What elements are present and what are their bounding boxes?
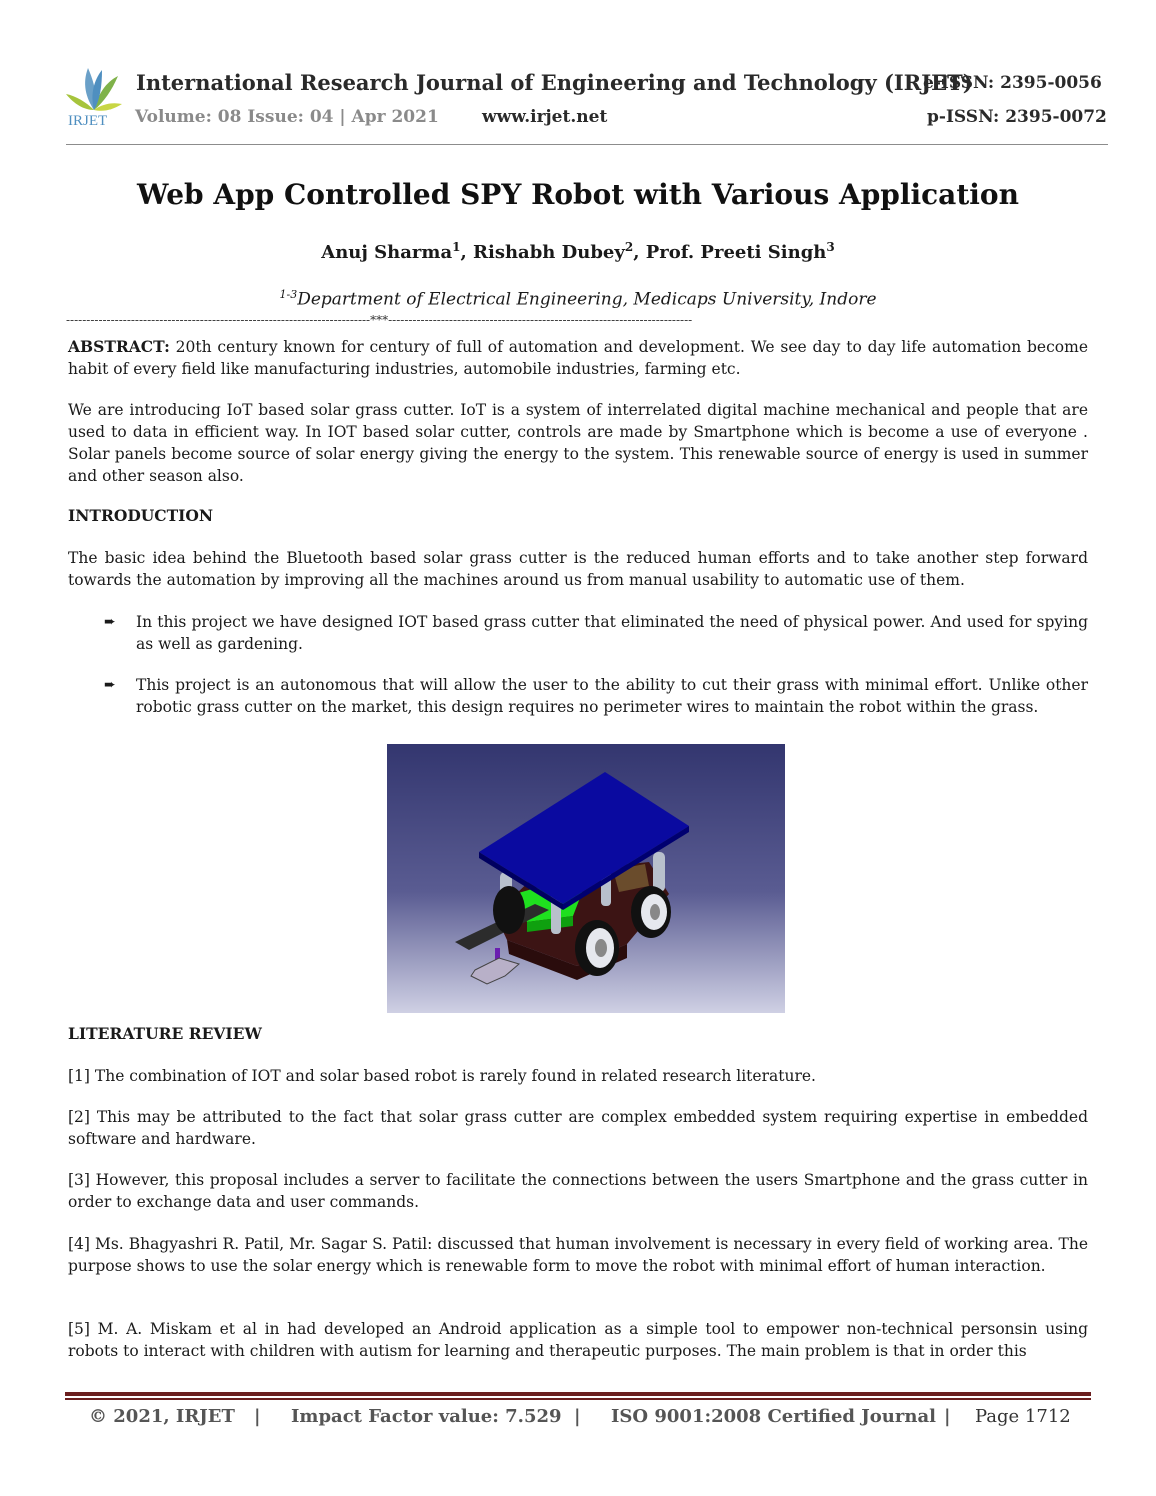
- affiliation-text: Department of Electrical Engineering, Medicaps University, Indore: [297, 289, 877, 310]
- author-sup: 2: [624, 240, 634, 254]
- author-name: Rishabh Dubey: [473, 242, 625, 263]
- literature-item: [2] This may be attributed to the fact that solar grass cutter are complex embedded system requiring expertise in embedded software and hardware.: [68, 1108, 1088, 1148]
- literature-heading: LITERATURE REVIEW: [68, 1024, 262, 1043]
- literature-item: [3] However, this proposal includes a server to facilitate the connections between the users Smartphone and the grass cutter in order to exchange data and user commands.: [68, 1171, 1088, 1211]
- header-divider: [66, 144, 1108, 145]
- leaf-icon: [66, 68, 122, 111]
- affiliation: [0, 288, 1156, 310]
- affiliation-sup: 1-3: [279, 288, 298, 301]
- introduction-text: The basic idea behind the Bluetooth based solar grass cutter is the reduced human efforts and to take another step forward towards the automation by improving all the machines around us from manual usability to automatic use of them.: [68, 549, 1088, 589]
- bullet-arrow-icon: ➨: [104, 677, 116, 693]
- footer-separator: |: [944, 1406, 951, 1427]
- p-issn: p-ISSN: 2395-0072: [927, 107, 1107, 127]
- paper-title: Web App Controlled SPY Robot with Various Application: [137, 178, 1019, 211]
- logo-text: IRJET: [68, 113, 108, 128]
- footer-rule: [65, 1392, 1091, 1396]
- journal-website[interactable]: www.irjet.net: [482, 107, 608, 127]
- abstract-text: 20th century known for century of full of automation and development. We see day to day life automation become habit of every field like manufacturing industries, automobile industries, farming etc.: [68, 338, 1088, 378]
- wheel: [575, 920, 619, 976]
- section-separator: ---------------------------------------------------------------------------***---------------------------------------------------------------------------: [66, 313, 693, 327]
- wheel: [631, 886, 671, 938]
- literature-item: [5] M. A. Miskam et al in had developed an Android application as a simple tool to empower non-technical personsin using robots to interact with children with autism for learning and therapeutic purposes. The main problem is that in order this: [68, 1320, 1088, 1360]
- irjet-logo: [64, 64, 124, 128]
- footer-copyright: © 2021, IRJET: [89, 1406, 235, 1427]
- footer-iso: ISO 9001:2008 Certified Journal: [611, 1406, 936, 1427]
- introduction-heading: INTRODUCTION: [68, 506, 214, 525]
- author-sup: 3: [826, 240, 835, 254]
- list-item: This project is an autonomous that will allow the user to the ability to cut their grass with minimal effort. Unlike other robotic grass cutter on the market, this design requires no perimeter wires to maintain the robot within the grass.: [136, 676, 1088, 716]
- list-item: In this project we have designed IOT based grass cutter that eliminated the need of physical power. And used for spying as well as gardening.: [136, 613, 1088, 653]
- author-name: Prof. Preeti Singh: [645, 242, 827, 263]
- bullet-arrow-icon: ➨: [104, 614, 116, 630]
- footer-page-number: Page 1712: [975, 1406, 1071, 1427]
- footer-rule-thin: [65, 1398, 1091, 1400]
- footer-separator: |: [254, 1406, 261, 1427]
- robot-figure: [387, 744, 785, 1013]
- abstract-paragraph-2: We are introducing IoT based solar grass cutter. IoT is a system of interrelated digital machine mechanical and people that are used to data in efficient way. In IOT based solar cutter, controls are made by Smartphone which is become a use of everyone . Solar panels become source of solar energy giving the energy to the system. This renewable source of energy is used in summer and other season also.: [68, 401, 1088, 485]
- author-name: Anuj Sharma: [321, 242, 453, 263]
- author-sup: 1: [452, 240, 461, 254]
- volume-issue: Volume: 08 Issue: 04 | Apr 2021: [135, 107, 439, 127]
- abstract-label: ABSTRACT:: [68, 337, 170, 356]
- literature-item: [4] Ms. Bhagyashri R. Patil, Mr. Sagar S. Patil: discussed that human involvement is necessary in every field of working area. The purpose shows to use the solar energy which is renewable form to move the robot with minimal effort of human interaction.: [68, 1235, 1088, 1275]
- e-issn: e-ISSN: 2395-0056: [923, 73, 1102, 93]
- footer-separator: |: [574, 1406, 581, 1427]
- abstract-paragraph: [68, 336, 1088, 380]
- author-list: Anuj Sharma$^1$, Rishabh Dubey$^2$, Prof. Preeti Singh$^3$: [321, 240, 835, 263]
- wheel: [493, 886, 525, 934]
- footer-impact-factor: Impact Factor value: 7.529: [291, 1406, 562, 1427]
- literature-item: [1] The combination of IOT and solar based robot is rarely found in related research literature.: [68, 1067, 816, 1085]
- journal-name: International Research Journal of Engineering and Technology (IRJET): [136, 70, 973, 95]
